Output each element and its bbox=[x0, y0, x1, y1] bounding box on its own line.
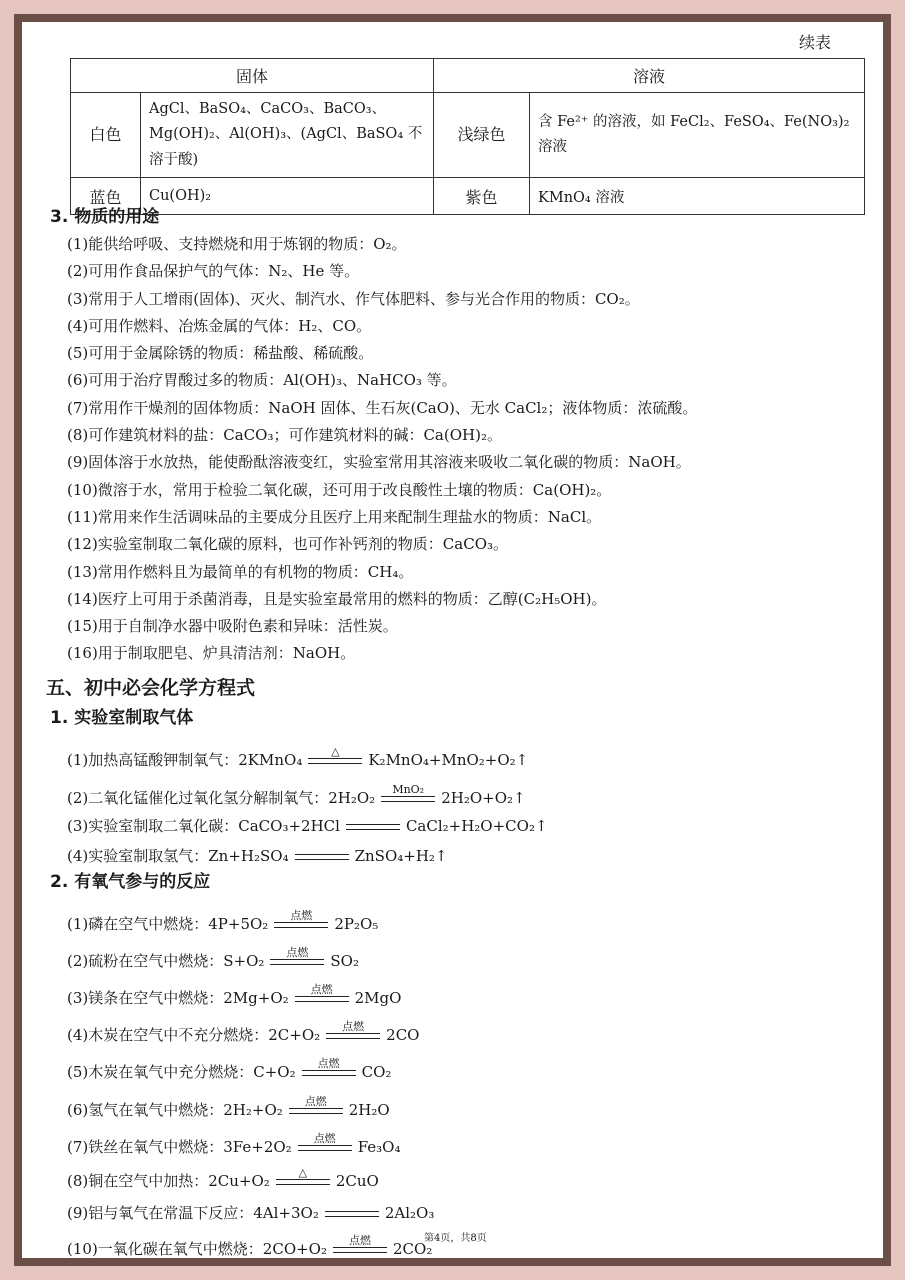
equation-products: 2MgO bbox=[354, 989, 402, 1007]
list-item: (1)能供给呼吸、支持燃烧和用于炼钢的物质：O₂。 bbox=[67, 235, 407, 253]
solution-list: KMnO₄ 溶液 bbox=[530, 178, 865, 215]
equation-products: ZnSO₄+H₂↑ bbox=[354, 847, 448, 865]
equation-row bbox=[22, 934, 883, 971]
reaction-condition bbox=[295, 841, 349, 866]
equals-sign bbox=[295, 996, 349, 1002]
list-item: (12)实验室制取二氧化碳的原料，也可作补钙剂的物质：CaCO₃。 bbox=[67, 535, 509, 554]
color-name: 紫色 bbox=[434, 178, 530, 215]
list-item: (13)常用作燃料且为最简单的有机物的物质：CH₄。 bbox=[67, 562, 414, 581]
equation-reactants: (1)磷在空气中燃烧：4P+5O₂ bbox=[67, 915, 269, 933]
color-table bbox=[70, 58, 865, 215]
table-row bbox=[71, 93, 865, 178]
reaction-condition bbox=[381, 783, 435, 808]
equation-reactants: (2)硫粉在空气中燃烧：S+O₂ bbox=[67, 952, 265, 970]
equals-sign bbox=[289, 1108, 343, 1114]
reaction-condition bbox=[295, 983, 349, 1008]
reaction-condition bbox=[308, 745, 362, 770]
equation-reactants: (6)氢气在氧气中燃烧：2H₂+O₂ bbox=[67, 1101, 283, 1119]
solid-list: AgCl、BaSO₄、CaCO₃、BaCO₃、Mg(OH)₂、Al(OH)₃、(AgCl、BaSO₄ 不溶于酸) bbox=[141, 93, 434, 178]
equation-products: 2Al₂O₃ bbox=[384, 1204, 435, 1222]
equation-products: K₂MnO₄+MnO₂+O₂↑ bbox=[368, 751, 529, 769]
solution-list: 含 Fe²⁺ 的溶液，如 FeCl₂、FeSO₄、Fe(NO₃)₂ 溶液 bbox=[530, 93, 865, 178]
equation-reactants: (5)木炭在氧气中充分燃烧：C+O₂ bbox=[67, 1063, 296, 1081]
equation-reactants: (7)铁丝在氧气中燃烧：3Fe+2O₂ bbox=[67, 1138, 292, 1156]
equation-reactants: (4)木炭在空气中不充分燃烧：2C+O₂ bbox=[67, 1026, 321, 1044]
equals-sign bbox=[325, 1211, 379, 1217]
equation-products: 2CuO bbox=[335, 1172, 379, 1190]
header-solution: 溶液 bbox=[434, 59, 865, 93]
equation-products: CaCl₂+H₂O+CO₂↑ bbox=[405, 817, 548, 835]
equation-row bbox=[22, 1120, 883, 1157]
equation-row bbox=[22, 732, 883, 770]
equation-reactants: (4)实验室制取氢气：Zn+H₂SO₄ bbox=[67, 847, 289, 865]
equation-row bbox=[22, 836, 883, 866]
continued-label: 续表 bbox=[798, 33, 831, 52]
list-item: (5)可用于金属除锈的物质：稀盐酸、稀硫酸。 bbox=[67, 344, 374, 363]
equals-sign bbox=[333, 1247, 387, 1253]
equation-products: 2CO₂ bbox=[393, 1240, 433, 1258]
list-item: (6)可用于治疗胃酸过多的物质：Al(OH)₃、NaHCO₃ 等。 bbox=[67, 371, 457, 390]
equation-row bbox=[22, 770, 883, 808]
reaction-condition bbox=[274, 909, 328, 934]
condition-label: 点燃 bbox=[304, 1095, 327, 1108]
condition-label: 点燃 bbox=[349, 1234, 371, 1247]
reaction-condition bbox=[302, 1057, 356, 1082]
condition-label: △ bbox=[331, 745, 340, 758]
equation-list-lab-gases bbox=[22, 732, 883, 866]
list-item: (14)医疗上可用于杀菌消毒，且是实验室最常用的燃料的物质：乙醇(C₂H₅OH)。 bbox=[67, 589, 607, 608]
list-item: (11)常用来作生活调味品的主要成分且医疗上用来配制生理盐水的物质：NaCl。 bbox=[67, 507, 602, 526]
reaction-condition bbox=[289, 1095, 343, 1120]
equation-reactants: (3)镁条在空气中燃烧：2Mg+O₂ bbox=[67, 989, 289, 1007]
part-heading: 五、初中必会化学方程式 bbox=[46, 677, 256, 699]
equation-products: 2CO bbox=[386, 1026, 420, 1044]
equation-row bbox=[22, 1157, 883, 1191]
document-page bbox=[22, 22, 883, 1258]
page-footer: 第4页，共8页 bbox=[424, 1233, 487, 1244]
reaction-condition bbox=[333, 1234, 387, 1258]
equation-list-oxygen bbox=[22, 896, 883, 1258]
color-name: 白色 bbox=[71, 93, 141, 178]
equals-sign bbox=[326, 1033, 380, 1039]
equation-products: 2P₂O₅ bbox=[334, 915, 379, 933]
reaction-condition bbox=[276, 1166, 330, 1191]
list-item: (15)用于自制净水器中吸附色素和异味：活性炭。 bbox=[67, 617, 398, 636]
reaction-condition bbox=[326, 1020, 380, 1045]
equation-row bbox=[22, 896, 883, 934]
condition-label: 点燃 bbox=[290, 909, 313, 922]
condition-label: MnO₂ bbox=[392, 783, 425, 796]
equals-sign bbox=[346, 824, 400, 830]
equals-sign bbox=[276, 1179, 330, 1185]
reaction-condition bbox=[346, 811, 400, 836]
equals-sign bbox=[274, 922, 328, 928]
equals-sign bbox=[295, 854, 349, 860]
condition-label: △ bbox=[298, 1166, 308, 1179]
equation-row bbox=[22, 1191, 883, 1223]
reaction-condition bbox=[270, 946, 324, 971]
equation-row bbox=[22, 808, 883, 836]
section-heading: 3. 物质的用途 bbox=[50, 207, 160, 227]
equals-sign bbox=[298, 1145, 352, 1151]
condition-label: 点燃 bbox=[313, 1132, 336, 1145]
equation-products: 2H₂O+O₂↑ bbox=[441, 789, 526, 807]
equation-reactants: (2)二氧化锰催化过氧化氢分解制氧气：2H₂O₂ bbox=[67, 789, 376, 807]
part5 bbox=[22, 672, 883, 1258]
equation-row bbox=[22, 1045, 883, 1082]
color-name: 浅绿色 bbox=[434, 93, 530, 178]
equation-products: 2H₂O bbox=[348, 1101, 390, 1119]
equals-sign bbox=[308, 758, 362, 764]
condition-label: 点燃 bbox=[317, 1057, 340, 1070]
equation-reactants: (9)铝与氧气在常温下反应：4Al+3O₂ bbox=[67, 1204, 319, 1222]
equation-reactants: (8)铜在空气中加热：2Cu+O₂ bbox=[67, 1172, 270, 1190]
list-item: (16)用于制取肥皂、炉具清洁剂：NaOH。 bbox=[67, 644, 356, 663]
list-item: (3)常用于人工增雨(固体)、灭火、制汽水、作气体肥料、参与光合作用的物质：CO₂。 bbox=[67, 289, 640, 308]
list-item: (9)固体溶于水放热，能使酚酞溶液变红，实验室常用其溶液来吸收二氧化碳的物质：NaOH。 bbox=[67, 453, 691, 472]
condition-label: 点燃 bbox=[286, 946, 309, 959]
equation-products: CO₂ bbox=[361, 1063, 392, 1081]
header-solid: 固体 bbox=[71, 59, 434, 93]
condition-label: 点燃 bbox=[310, 983, 333, 996]
equation-row bbox=[22, 1082, 883, 1120]
color-name: 蓝色 bbox=[71, 178, 141, 215]
equation-products: Fe₃O₄ bbox=[357, 1138, 401, 1156]
section-heading: 2. 有氧气参与的反应 bbox=[50, 872, 211, 892]
equation-reactants: (3)实验室制取二氧化碳：CaCO₃+2HCl bbox=[67, 817, 340, 835]
list-item: (10)微溶于水，常用于检验二氧化碳，还可用于改良酸性土壤的物质：Ca(OH)₂。 bbox=[67, 480, 612, 499]
reaction-condition bbox=[325, 1198, 379, 1223]
condition-label: 点燃 bbox=[342, 1020, 365, 1033]
equation-row bbox=[22, 1008, 883, 1045]
equation-row bbox=[22, 971, 883, 1008]
solid-list: Cu(OH)₂ bbox=[141, 178, 434, 215]
list-item: (8)可作建筑材料的盐：CaCO₃；可作建筑材料的碱：Ca(OH)₂。 bbox=[67, 426, 502, 445]
equation-reactants: (1)加热高锰酸钾制氧气：2KMnO₄ bbox=[67, 751, 303, 769]
section-uses bbox=[22, 203, 883, 668]
equals-sign bbox=[302, 1070, 356, 1076]
reaction-condition bbox=[298, 1132, 352, 1157]
equation-products: SO₂ bbox=[330, 952, 359, 970]
list-item: (7)常用作干燥剂的固体物质：NaOH 固体、生石灰(CaO)、无水 CaCl₂；液体物质：浓硫酸。 bbox=[67, 398, 698, 417]
equals-sign bbox=[270, 959, 324, 965]
list-item: (4)可用作燃料、冶炼金属的气体：H₂、CO。 bbox=[67, 316, 372, 335]
equation-reactants: (10)一氧化碳在氧气中燃烧：2CO+O₂ bbox=[67, 1240, 327, 1258]
list-item: (2)可用作食品保护气的气体：N₂、He 等。 bbox=[67, 262, 360, 281]
section-heading: 1. 实验室制取气体 bbox=[50, 708, 194, 728]
equals-sign bbox=[381, 796, 435, 802]
